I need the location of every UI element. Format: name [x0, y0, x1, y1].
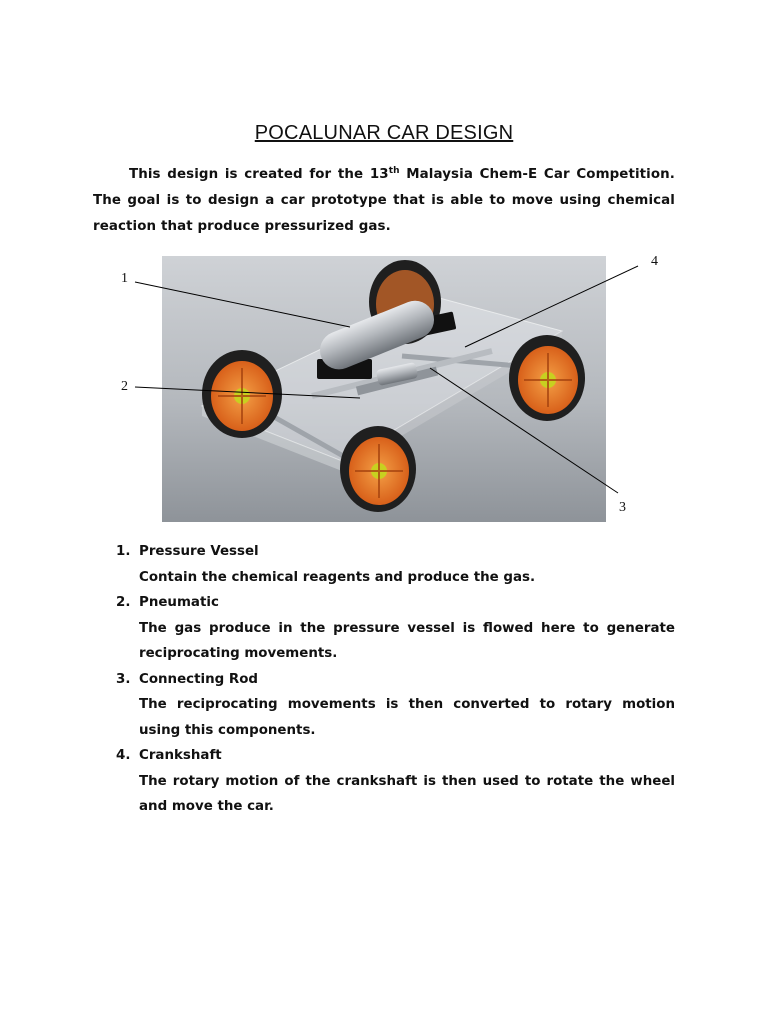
list-item [93, 743, 675, 820]
item-name: Pneumatic [139, 595, 219, 610]
item-number: 2. [116, 595, 131, 610]
item-description: Contain the chemical reagents and produce the gas. [139, 569, 536, 585]
page-title: POCALUNAR CAR DESIGN [254, 122, 514, 144]
car-render-image [162, 256, 606, 522]
component-list [93, 539, 675, 820]
item-name: Crankshaft [139, 748, 222, 763]
item-description: The gas produce in the pressure vessel is flowed here to generate reciprocating movements. [139, 620, 675, 661]
item-description: The reciprocating movements is then converted to rotary motion using this components. [139, 697, 675, 738]
list-item [93, 539, 675, 590]
item-name: Connecting Rod [139, 671, 258, 687]
item-description: The rotary motion of the crankshaft is then used to rotate the wheel and move the car. [139, 773, 675, 814]
list-item [93, 590, 675, 667]
intro-paragraph [93, 162, 675, 240]
item-number: 1. [116, 544, 131, 559]
item-name: Pressure Vessel [139, 544, 259, 559]
callout-4: 4 [651, 254, 658, 269]
ordinal-superscript: th [388, 166, 400, 176]
intro-text-start: This design is created for the 13 [129, 167, 389, 182]
callout-2: 2 [121, 379, 128, 394]
item-number: 3. [116, 671, 131, 687]
intro-text-end: Malaysia Chem-E Car Competition. The goal is to design a car prototype that is able to move using chemical reaction that produce pressurized gas. [93, 167, 675, 234]
item-number: 4. [116, 748, 131, 763]
callout-3: 3 [619, 500, 626, 515]
list-item [93, 667, 675, 744]
callout-1: 1 [121, 271, 128, 286]
